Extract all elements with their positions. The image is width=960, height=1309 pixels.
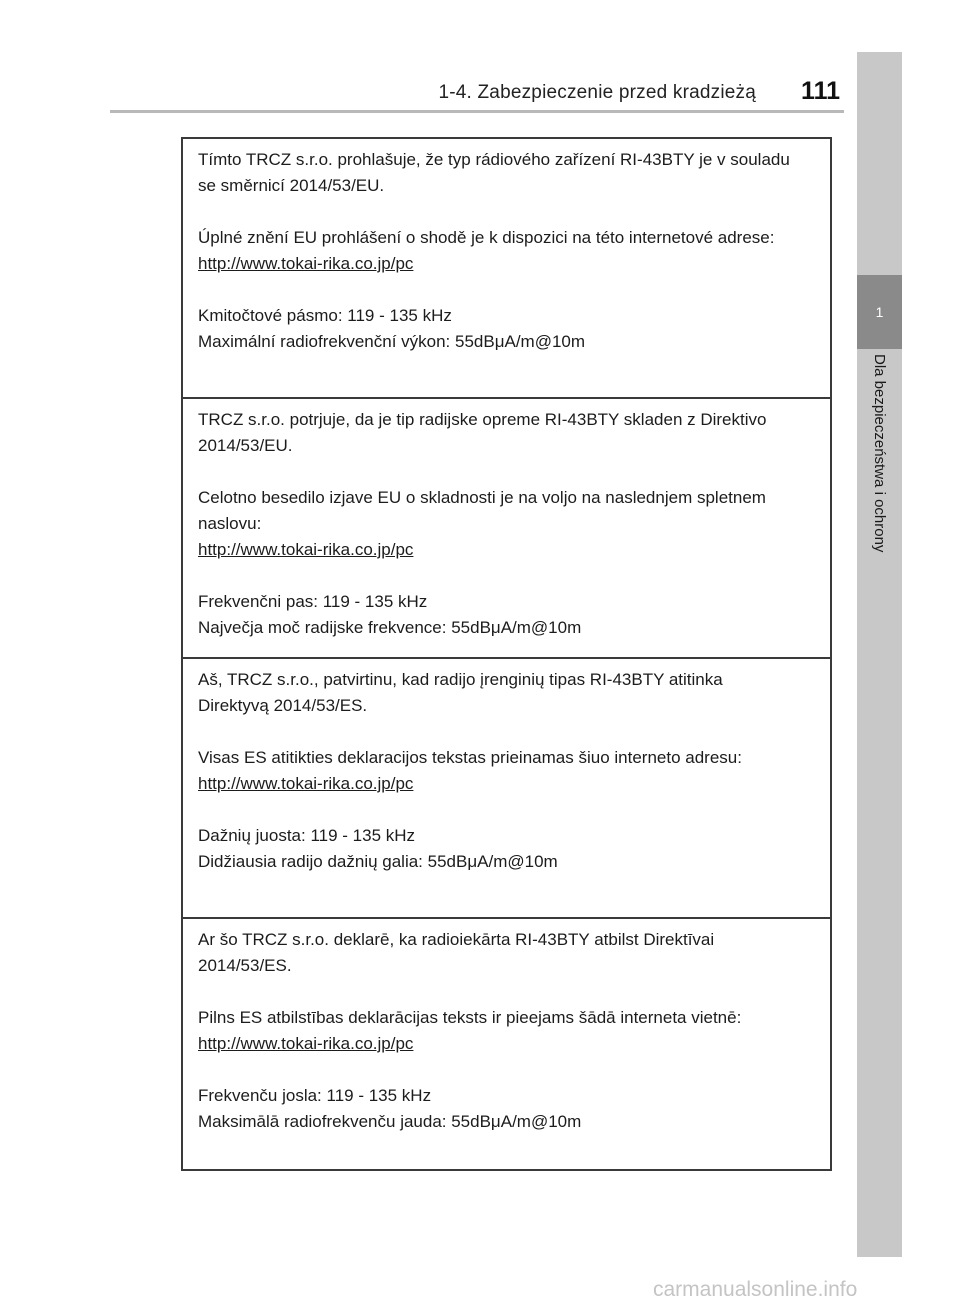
section-title: 1-4. Zabezpieczenie przed kradzieżą — [438, 82, 756, 103]
declaration-section-slovenian — [183, 399, 830, 659]
declaration-link[interactable]: http://www.tokai-rika.co.jp/pc — [198, 254, 414, 273]
declaration-availability: Pilns ES atbilstības deklarācijas teksts ir pieejams šādā interneta vietnē: — [198, 1008, 742, 1027]
max-power: Maximální radiofrekvenční výkon: 55dBμA/m@10m — [198, 332, 586, 351]
site-watermark: carmanualsonline.info — [653, 1278, 858, 1301]
declaration-availability: Visas ES atitikties deklaracijos tekstas prieinamas šiuo interneto adresu: — [198, 748, 742, 767]
chapter-number: 1 — [857, 275, 902, 349]
declaration-statement: Ar šo TRCZ s.r.o. deklarē, ka radioiekārta RI-43BTY atbilst Direktīvai 2014/53/ES. — [198, 930, 715, 975]
declaration-section-lithuanian — [183, 659, 830, 919]
chapter-side-tab — [857, 52, 902, 1257]
page-number: 111 — [801, 77, 840, 105]
declaration-availability: Celotno besedilo izjave EU o skladnosti je na voljo na naslednjem spletnem naslovu: — [198, 488, 766, 533]
frequency-band: Dažnių juosta: 119 - 135 kHz — [198, 826, 416, 845]
max-power: Didžiausia radijo dažnių galia: 55dBμA/m@10m — [198, 852, 558, 871]
max-power: Največja moč radijske frekvence: 55dBμA/m@10m — [198, 618, 582, 637]
frequency-band: Frekvenču josla: 119 - 135 kHz — [198, 1086, 432, 1105]
declaration-statement: Aš, TRCZ s.r.o., patvirtinu, kad radijo įrenginių tipas RI-43BTY atitinka Direktyvą 2014/53/ES. — [198, 670, 723, 715]
max-power: Maksimālā radiofrekvenču jauda: 55dBμA/m@10m — [198, 1112, 582, 1131]
declaration-link[interactable]: http://www.tokai-rika.co.jp/pc — [198, 540, 414, 559]
chapter-label: Dla bezpieczeństwa i ochrony — [871, 354, 888, 553]
frequency-band: Kmitočtové pásmo: 119 - 135 kHz — [198, 306, 452, 325]
declaration-availability: Úplné znění EU prohlášení o shodě je k dispozici na této internetové adrese: — [198, 228, 775, 247]
declaration-statement: Tímto TRCZ s.r.o. prohlašuje, že typ rádiového zařízení RI-43BTY je v souladu se směrnicí 2014/53/EU. — [198, 150, 790, 195]
frequency-band: Frekvenčni pas: 119 - 135 kHz — [198, 592, 428, 611]
declaration-section-czech — [183, 139, 830, 399]
page-header — [110, 74, 844, 113]
declaration-box — [181, 137, 832, 1171]
declaration-link[interactable]: http://www.tokai-rika.co.jp/pc — [198, 1034, 414, 1053]
declaration-statement: TRCZ s.r.o. potrjuje, da je tip radijske opreme RI-43BTY skladen z Direktivo 2014/53/EU. — [198, 410, 767, 455]
declaration-link[interactable]: http://www.tokai-rika.co.jp/pc — [198, 774, 414, 793]
declaration-section-latvian — [183, 919, 830, 1169]
